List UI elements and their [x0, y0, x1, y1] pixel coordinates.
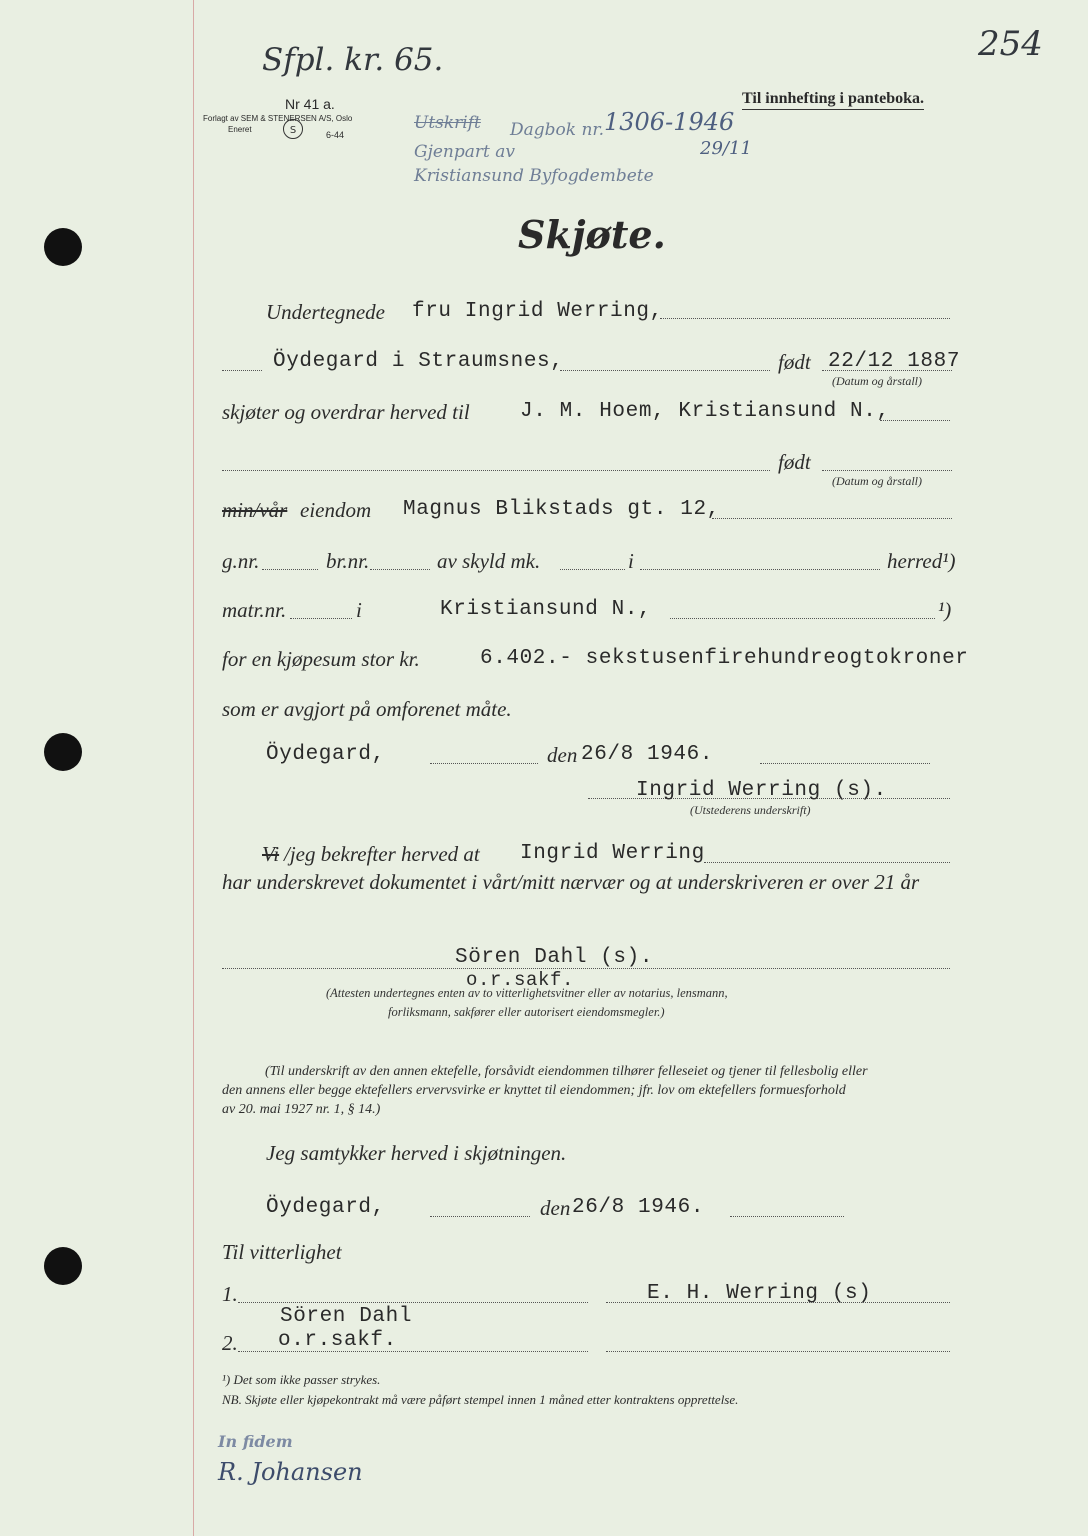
witness-attest-name: Sören Dahl (s).: [455, 946, 654, 969]
footnote-1: ¹) Det som ikke passer strykes.: [222, 1372, 381, 1387]
witness-number-2: 2.: [222, 1331, 238, 1355]
property-label: eiendom: [300, 498, 372, 522]
attest-text-1: /jeg bekrefter herved at: [284, 842, 480, 866]
municipality-i-label: i: [628, 549, 634, 573]
dotted-line: [712, 518, 952, 519]
grantee-born-hint: (Datum og årstall): [832, 474, 922, 488]
consent-text: Jeg samtykker herved i skjøtningen.: [266, 1141, 567, 1165]
signing-den-label: den: [547, 743, 578, 767]
spouse-note-line-1: (Til underskrift av den annen ektefelle, forsåvidt eiendommen tilhører felleseiet og tjener til fellesbolig eller: [265, 1064, 868, 1079]
margin-rule: [193, 0, 194, 1536]
attest-hint-1: (Attesten undertegnes enten av to vitterlighetsvitner eller av notarius, lensmann,: [326, 986, 728, 1000]
matr-note: ¹): [938, 598, 952, 622]
grantor-born-hint: (Datum og årstall): [832, 374, 922, 388]
dotted-line: [660, 318, 950, 319]
matr-label: matr.nr.: [222, 598, 287, 622]
page-number: 254: [978, 24, 1043, 64]
grantee-name: J. M. Hoem, Kristiansund N.,: [520, 400, 890, 423]
attest-text-2: har underskrevet dokumentet i vårt/mitt nærvær og at underskriveren er over 21 år: [222, 870, 920, 894]
witness-2-name: Sören Dahl: [280, 1305, 413, 1328]
dotted-line: [760, 763, 930, 764]
dotted-line: [430, 763, 538, 764]
matr-i-label: i: [356, 598, 362, 622]
in-fidem-stamp: In fidem: [218, 1432, 293, 1451]
attest-struck-prefix: Vi: [262, 842, 280, 866]
consent-place: Öydegard,: [266, 1196, 385, 1219]
publisher-logo-icon: [283, 119, 303, 139]
grantor-born-label: født: [778, 350, 811, 374]
gnr-label: g.nr.: [222, 549, 260, 573]
witness-line-2: [238, 1351, 588, 1352]
grantor-label: Undertegnede: [266, 300, 385, 324]
price-value: 6.402.- sekstusenfirehundreogtokroner: [480, 647, 969, 670]
dotted-line: [880, 420, 950, 421]
dotted-line: [822, 370, 952, 371]
footnote-2: NB. Skjøte eller kjøpekontrakt må være påført stempel innen 1 måned etter kontraktens opprettelse.: [222, 1392, 739, 1407]
document-title: Skjøte.: [518, 212, 666, 257]
spouse-signature: E. H. Werring (s): [647, 1282, 872, 1305]
witness-attest-title: o.r.sakf.: [466, 969, 575, 991]
property-address: Magnus Blikstads gt. 12,: [403, 498, 720, 521]
grantor-address: Öydegard i Straumsnes,: [273, 350, 564, 373]
witness-number-1: 1.: [222, 1282, 238, 1306]
witnesses-label: Til vitterlighet: [222, 1240, 342, 1264]
binder-hole-top: [44, 228, 82, 266]
dotted-line: [640, 569, 880, 570]
grantor-signature: Ingrid Werring (s).: [636, 779, 887, 802]
binder-hole-middle: [44, 733, 82, 771]
handwritten-reference: Sfpl. kr. 65.: [262, 42, 444, 78]
dotted-line: [704, 862, 950, 863]
binder-hole-bottom: [44, 1247, 82, 1285]
dotted-line: [222, 370, 262, 371]
skyld-label: av skyld mk.: [437, 549, 541, 573]
stamp-date: 29/11: [700, 138, 752, 159]
stamp-struck-word: Utskrift: [414, 113, 481, 133]
dotted-line: [222, 470, 770, 471]
grantee-born-label: født: [778, 450, 811, 474]
dotted-line: [730, 1216, 844, 1217]
dotted-line: [370, 569, 430, 570]
dotted-line: [822, 470, 952, 471]
attest-name: Ingrid Werring: [520, 842, 705, 865]
stamp-dagbok-number: 1306-1946: [604, 108, 735, 136]
dotted-line: [430, 1216, 530, 1217]
witness-2-title: o.r.sakf.: [278, 1329, 397, 1352]
spouse-signature-line: [606, 1302, 950, 1303]
dotted-line: [670, 618, 935, 619]
signing-place: Öydegard,: [266, 743, 385, 766]
price-settled: som er avgjort på omforenet måte.: [222, 697, 512, 721]
dotted-line: [560, 569, 625, 570]
spouse-note-line-3: av 20. mai 1927 nr. 1, § 14.): [222, 1102, 381, 1117]
matr-city: Kristiansund N.,: [440, 598, 652, 621]
attest-signature-line: [222, 968, 950, 969]
consent-date: 26/8 1946.: [572, 1196, 705, 1219]
price-label: for en kjøpesum stor kr.: [222, 647, 420, 671]
dotted-line: [560, 370, 770, 371]
dotted-line: [290, 618, 352, 619]
publisher-date: 6-44: [326, 130, 345, 140]
top-right-label: Til innhefting i panteboka.: [742, 90, 924, 110]
publisher-line: Forlagt av SEM & STENERSEN A/S, Oslo: [203, 114, 353, 123]
signing-date: 26/8 1946.: [581, 743, 714, 766]
grantor-name: fru Ingrid Werring,: [412, 300, 663, 323]
stamp-gjenpart: Gjenpart av: [414, 142, 515, 162]
second-signature-line: [606, 1351, 950, 1352]
clerk-signature: R. Johansen: [218, 1458, 363, 1486]
grantee-label: skjøter og overdrar herved til: [222, 400, 470, 424]
signature-hint: (Utstederens underskrift): [690, 803, 811, 817]
consent-den-label: den: [540, 1196, 571, 1220]
spouse-note-line-2: den annens eller begge ektefellers ervervsvirke er knyttet til eiendommen; jfr. lov om ektefellers formuesforhold: [222, 1083, 846, 1098]
witness-line-1: [238, 1302, 588, 1303]
stamp-dagbok-label: Dagbok nr.: [510, 120, 605, 140]
attest-hint-2: forliksmann, sakfører eller autorisert eiendomsmegler.): [388, 1005, 665, 1019]
property-struck-prefix: min/vår: [222, 498, 288, 522]
stamp-office: Kristiansund Byfogdembete: [414, 166, 654, 186]
form-number: Nr 41 a.: [285, 96, 335, 112]
grantor-born-date: 22/12 1887: [828, 350, 961, 373]
publisher-eneret: Eneret: [228, 125, 252, 134]
dotted-line: [262, 569, 318, 570]
herred-label: herred¹): [887, 549, 956, 573]
brnr-label: br.nr.: [326, 549, 370, 573]
svg-text:S: S: [289, 125, 297, 136]
